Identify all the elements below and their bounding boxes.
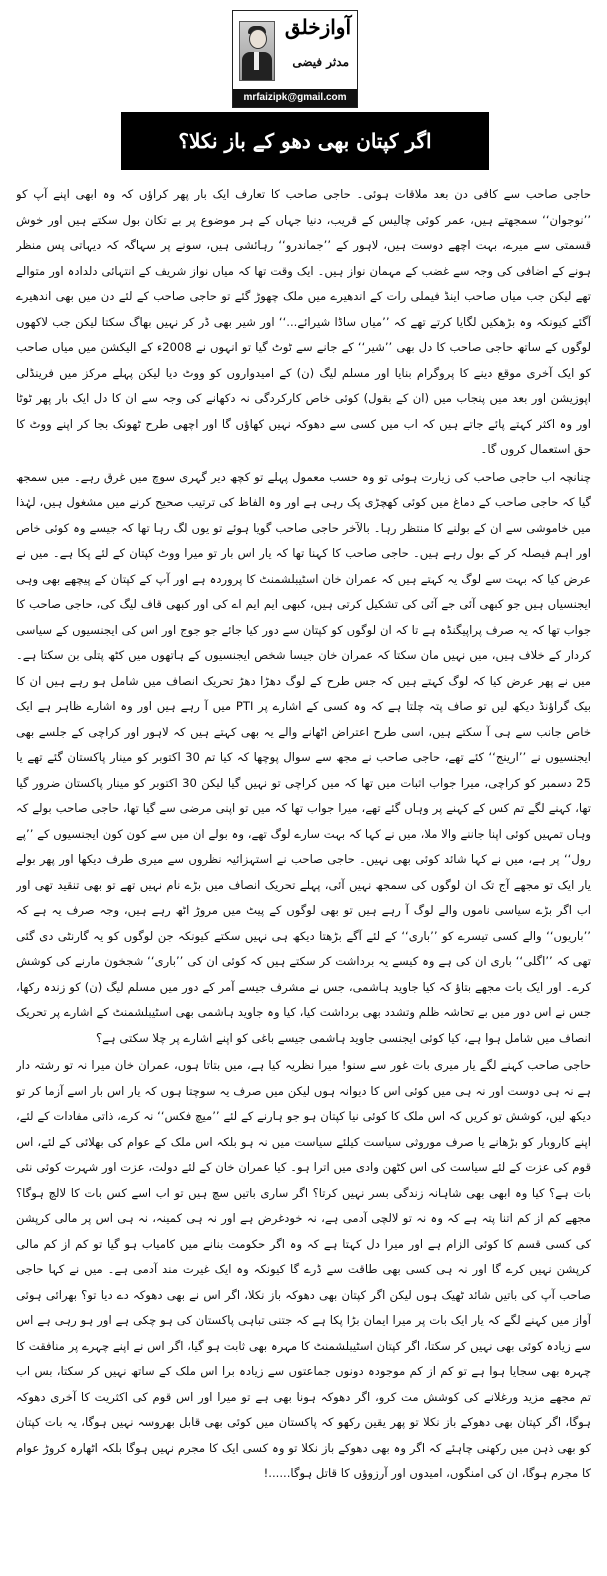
paragraph-3: حاجی صاحب کہنے لگے یار میری بات غور سے سنو! میرا نظریہ کیا ہے، میں بتاتا ہوں، عمران خان میرا نہ تو رشتہ دار ہے نہ ہی دوست اور نہ ہی میں کوئی اس کا دیوانہ ہوں لیکن میں صرف یہ سوچتا ہوں کہ یار اس بار اسے آزما کر تو دیکھ لیں، کوشش تو کریں کہ اس ملک کا کوئی نیا کپتان ہو جو ہارنے کے لئے ’’میچ فکس‘‘ نہ کرے، ذاتی مفادات کے لئے، اپنے کاروبار کو بڑھانے یا صرف موروثی سیاست کیلئے سیاست میں نہ ہو بلکہ اس ملک کے عوام کی بھلائی کے لئے، اس قوم کی عزت کے لئے سیاست کی اس کٹھن وادی میں اترا ہو۔ کیا عمران خان کے لئے دولت، عزت اور شہرت کوئی نئی بات ہے؟ کیا وہ ابھی بھی شاہانہ زندگی بسر نہیں کرتا؟ اگر ساری باتیں سچ ہیں تو اب اسے کس بات کا لالچ ہوگا؟ مجھے کم از کم اتنا پتہ ہے کہ وہ نہ تو لالچی آدمی ہے، نہ خودغرض ہے اور نہ ہی کمینہ، نہ ہی اس پر مالی کرپشن کی کسی قسم کا کوئی الزام ہے اور میرا دل کہتا ہے کہ وہ اگر حکومت بنانے میں کامیاب ہو گیا تو کم از کم مالی کرپشن نہیں کرے گا اور نہ ہی کسی بھی طاقت سے ڈرے گا کیونکہ وہ ایک غیرت مند آدمی ہے۔ میں نے کہا حاجی صاحب آپ کی باتیں شائد ٹھیک ہوں لیکن اگر کپتان بھی دھوکہ باز نکلا، اگر اس نے بھی دھوکہ دے دیا تو؟ بھرائی ہوئی آواز میں کہنے لگے کہ یار ایک بات پر میرا ایمان بڑا پکا ہے کہ جتنی تباہی پاکستان کی ہو چکی ہے اور ہو رہی ہے اس سے زیادہ کوئی بھی نہیں کر سکتا، اگر کپتان اسٹیبلشمنٹ کا مہرہ بھی ثابت ہو گیا، اگر اس نے اپنے چہرے پر منافقت کا چہرہ بھی سجایا ہوا ہے تو کم از کم موجودہ دونوں جماعتوں سے زیادہ برا اس ملک کے ساتھ نہیں کر سکتا، بس اب تم مجھے مزید ورغلانے کی کوشش مت کرو، اگر دھوکہ ہونا بھی ہے تو میرا اور اس قوم کی اکثریت کا آخری دھوکہ ہوگا، اگر کپتان بھی دھوکے باز نکلا تو پھر یقین رکھو کہ پاکستان میں کوئی بھی قابل بھروسہ نہیں ہوگا، یہ بات کپتان کو بھی ذہن میں رکھنی چاہئے کہ اگر وہ بھی دھوکے باز نکلا تو وہ کسی ایک کا مجرم نہیں ہوگا بلکہ اٹھارہ کروڑ عوام کا مجرم ہوگا، ان کی امنگوں، امیدوں اور آرزوؤں کا قاتل ہوگا......! bbox=[16, 1058, 591, 1480]
author-email: mrfaizipk@gmail.com bbox=[233, 89, 357, 107]
paragraph-1: حاجی صاحب سے کافی دن بعد ملاقات ہوئی۔ حاجی صاحب کا تعارف ایک بار پھر کراؤں کہ وہ ابھی اپنے آپ کو ’’نوجوان‘‘ سمجھتے ہیں، عمر کوئی چالیس کے قریب، دنیا جہاں کے ہر موضوع پر بے تکان بول سکتے ہیں اور خوش قسمتی سے میرے، بہت اچھے دوست ہیں، لاہور کے ’’جماندرو‘‘ رہائشی ہیں، سونے پر سہاگہ کہ دیہاتی پس منظر ہونے کے اضافی کی وجہ سے غضب کے مہمان نواز ہیں۔ ایک وقت تھا کہ میاں نواز شریف کے انتہائی دلدادہ اور متوالے تھے لیکن جب میاں صاحب اینڈ فیملی رات کے اندھیرے میں ملک چھوڑ گئے تو حاجی صاحب کے لئے دن میں بھی اندھیرے آگئے کیونکہ وہ بڑھکیں لگایا کرتے تھے کہ ’’میاں ساڈا شیرائے...‘‘ اور شیر بھی ڈر کر نہیں بھاگ سکتا لیکن جب لاکھوں لوگوں کے ساتھ حاجی صاحب کا دل بھی ’’شیر‘‘ کے جانے سے ٹوٹ گیا تو انہوں نے 2008ء کے الیکشن میں میاں صاحب کو ایک آخری موقع دینے کا پروگرام بنایا اور مسلم لیگ (ن) کے امیدواروں کو ووٹ دیا لیکن پہلے مرکز میں فرینڈلی اپوزیشن اور بعد میں پنجاب میں (ان کے بقول) کوئی خاص کارکردگی نہ دکھانے کی وجہ سے ان کا دل ایک بار پھر ٹوٹا اور وہ اکثر کہتے پائے جاتے ہیں کہ اب میں کسی سے دھوکہ نہیں کھاؤں گا اور اچھی طرح ٹھونک بجا کر اپنے ووٹ کا حق استعمال کروں گا۔ bbox=[16, 187, 591, 456]
article-body bbox=[16, 182, 591, 1562]
column-title: آوازخلق bbox=[284, 15, 351, 39]
author-photo bbox=[239, 21, 275, 81]
author-name: مدثر فیضی bbox=[292, 55, 349, 69]
headline-banner: اگر کپتان بھی دھو کے باز نکلا؟ bbox=[121, 112, 489, 170]
column-header bbox=[232, 10, 358, 108]
paragraph-2: چنانچہ اب حاجی صاحب کی زیارت ہوئی تو وہ حسب معمول پہلے تو کچھ دیر گہری سوچ میں غرق رہے۔ میں سمجھ گیا کہ حاجی صاحب کے دماغ میں کوئی کھچڑی پک رہی ہے اور وہ الفاظ کی ترتیب صحیح کرنے میں مشغول ہیں، لہٰذا میں خاموشی سے ان کے بولنے کا منتظر رہا۔ بالآخر حاجی صاحب گویا ہوئے تو یوں لگ رہا تھا کہ جیسے وہ کوئی خاص اور اہم فیصلہ کر کے بول رہے ہیں۔ حاجی صاحب کا کہنا تھا کہ یار اس بار تو میرا ووٹ کپتان کے لئے پکا ہے۔ میں نے عرض کیا کہ بہت سے لوگ یہ کہتے ہیں کہ عمران خان اسٹیبلشمنٹ کا پروردہ ہے اور آپ کے کپتان کے پیچھے بھی وہی ایجنسیاں ہیں جو کبھی آئی جے آئی کی تشکیل کرتی ہیں، کبھی ایم ایم اے کی اور کبھی قاف لیگ کی، حاجی صاحب کا جواب تھا کہ یہ صرف پراپیگنڈہ ہے تا کہ ان لوگوں کو کپتان سے دور کیا جائے جو جوج اور اس کی ایجنسیوں کے سیاسی کردار کے خلاف ہیں، میں نہیں مان سکتا کہ عمران خان جیسا شخص ایجنسیوں کے ہاتھوں میں کٹھ پتلی بن سکتا ہے۔ میں نے پھر عرض کیا کہ لوگ کہتے ہیں کہ جس طرح کے لوگ دھڑا دھڑ تحریک انصاف میں شامل ہو رہے ہیں ان کا بیک گراؤنڈ دیکھ لیں تو صاف پتہ چلتا ہے کہ وہ کسی کے اشارے پر PTI میں آ رہے ہیں اور وہ اشارے ظاہر ہے ایک خاص جانب سے ہی آ سکتے ہیں، اسی طرح اعتراض اٹھانے والے یہ بھی کہتے ہیں کہ لاہور اور کراچی کے جلسے بھی ایجنسیوں نے ’’ارینج‘‘ کئے تھے، حاجی صاحب نے مجھ سے سوال پوچھا کہ کیا تم 30 اکتوبر کو مینار پاکستان گئے تھے یا 25 دسمبر کو کراچی، میرا جواب اثبات میں تھا کہ میں کراچی تو نہیں گیا لیکن 30 اکتوبر کو مینار پاکستان ضرور گیا تھا، کہنے لگے تم کس کے کہنے پر وہاں گئے تھے، میرا جواب تھا کہ میں تو اپنی مرضی سے گیا تھا، حاجی صاحب بولے کہ وہاں تمہیں کوئی اپنا جاننے والا ملا، میں نے کہا کہ بہت سارے لوگ تھے، وہ بولے ان میں سے کون کون ایجنسیوں کے ’’پے رول‘‘ پر ہے، میں نے کہا شائد کوئی بھی نہیں۔ حاجی صاحب نے استہزائیہ نظروں سے میری طرف دیکھا اور پھر بولے یار ایک تو مجھے آج تک ان لوگوں کی سمجھ نہیں آئی، پہلے تحریک انصاف میں بڑے نام نہیں تھے تو بھی تنقید تھی اور اب اگر بڑے سیاسی ناموں والے لوگ آ رہے ہیں تو بھی لوگوں کے پیٹ میں مروڑ اٹھ رہے ہیں، وجہ صرف یہ ہے کہ ’’باریوں‘‘ والے کسی تیسرے کو ’’باری‘‘ کے لئے آگے بڑھتا دیکھ ہی نہیں سکتے کیونکہ جن لوگوں کو یہ گارنٹی دی گئی تھی کہ ’’اگلی‘‘ باری ان کی ہے وہ کیسے یہ برداشت کر سکتے ہیں کہ کوئی ان کی ’’باری‘‘ شجخون مارنے کی کوشش کرے۔ اور ایک بات مجھے بتاؤ کہ کیا جاوید ہاشمی، جس نے مشرف جیسے آمر کے دور میں مسلم لیگ (ن) کو زندہ رکھا، جس نے اس دور میں بے تحاشہ ظلم وتشدد بھی برداشت کیا، کیا وہ جاوید ہاشمی بھی اسٹیبلشمنٹ کے اشارے پر تحریک انصاف میں شامل ہوا ہے، کیا کوئی ایجنسی جاوید ہاشمی جیسے باغی کو اپنے اشارے پر چلا سکتی ہے؟ bbox=[16, 469, 591, 1045]
